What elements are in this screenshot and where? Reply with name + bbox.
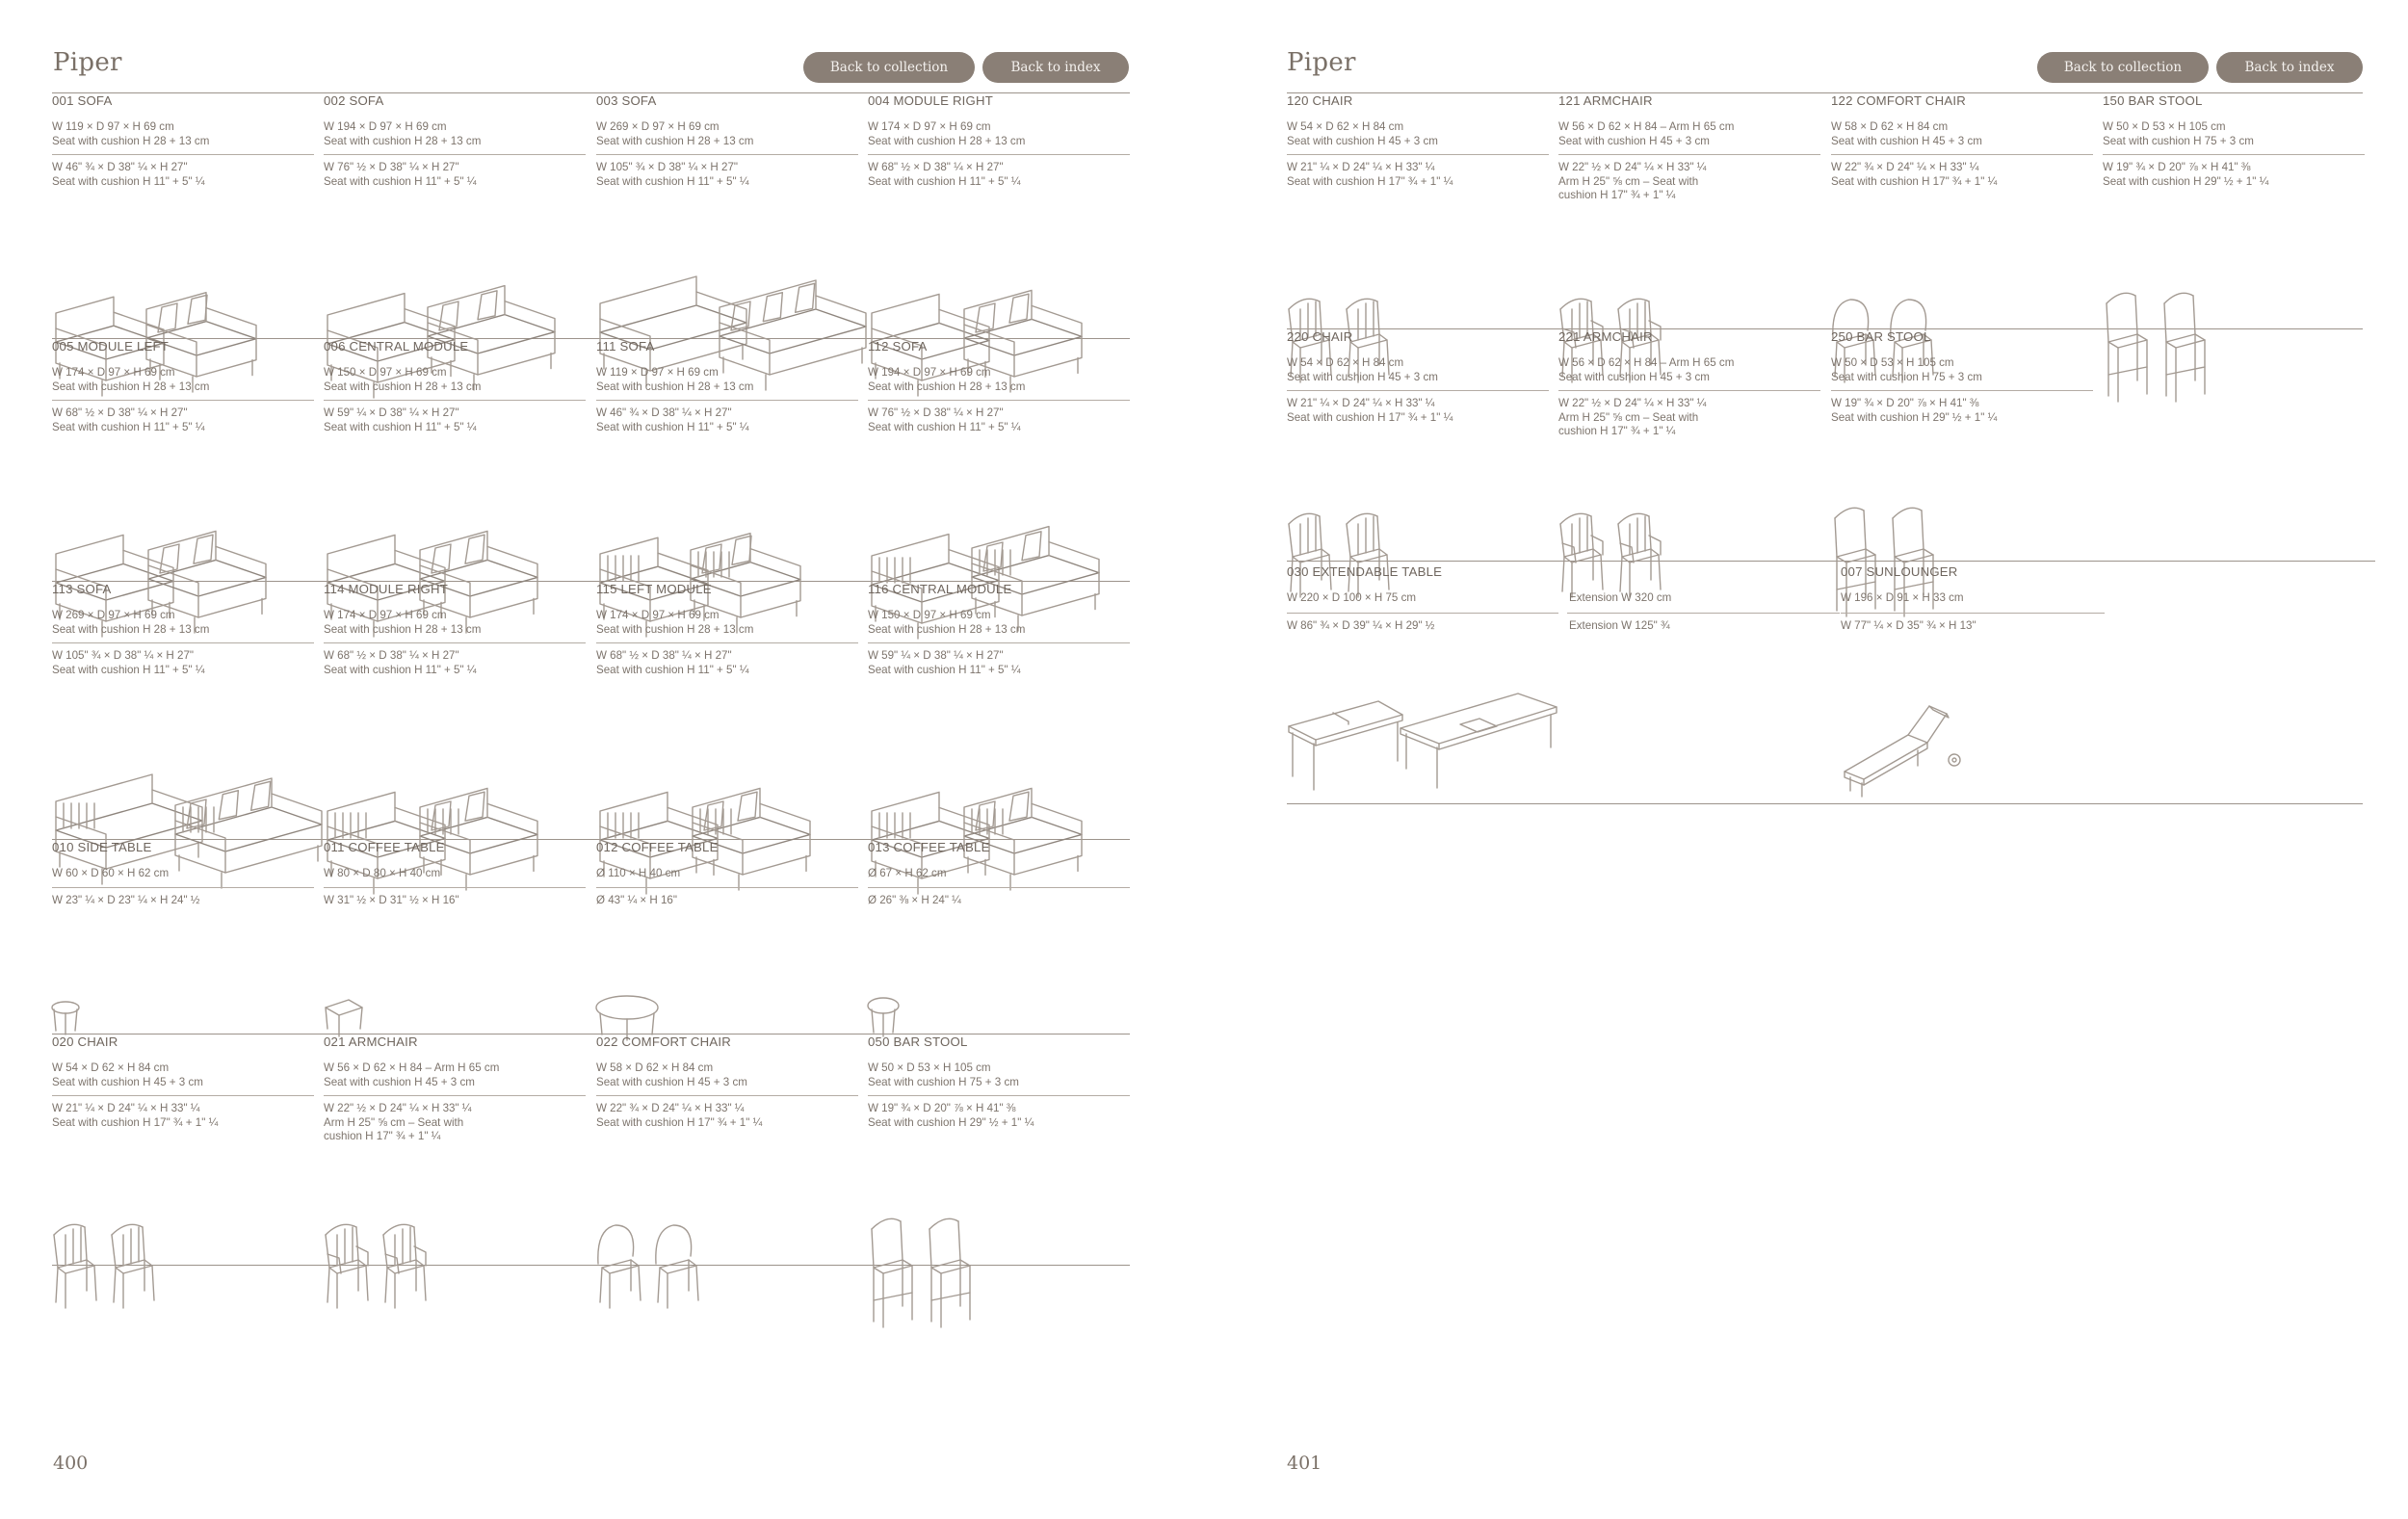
product-imperial: W 19" ¾ × D 20" ⅞ × H 41" ⅜ Seat with cushion H 29" ½ + 1" ¼ xyxy=(1831,397,1998,424)
product-005-module-left[interactable] xyxy=(52,339,322,580)
product-011-coffee-table[interactable] xyxy=(324,840,593,1033)
armchair-icon xyxy=(324,1191,574,1296)
product-imperial: W 21" ¼ × D 24" ¼ × H 33" ¼ Seat with cushion H 17" ¾ + 1" ¼ xyxy=(52,1102,219,1129)
comfort-chair-icon xyxy=(596,1191,847,1296)
product-012-coffee-table[interactable] xyxy=(596,840,866,1033)
product-name: 012 COFFEE TABLE xyxy=(596,840,719,854)
bar-stool-icon xyxy=(868,1191,1118,1296)
product-imperial: W 105" ¾ × D 38" ¼ × H 27" Seat with cushion H 11" + 5" ¼ xyxy=(52,649,205,676)
page-title: Piper xyxy=(1287,48,1356,77)
product-imperial: W 21" ¼ × D 24" ¼ × H 33" ¼ Seat with cushion H 17" ¾ + 1" ¼ xyxy=(1287,397,1453,424)
product-divider xyxy=(868,400,1130,401)
product-metric: W 56 × D 62 × H 84 – Arm H 65 cm Seat with cushion H 45 + 3 cm xyxy=(324,1061,500,1088)
back-to-collection-button[interactable]: Back to collection xyxy=(2037,52,2209,83)
product-divider xyxy=(868,154,1130,155)
product-003-sofa[interactable] xyxy=(596,93,866,337)
product-name: 111 SOFA xyxy=(596,339,655,354)
product-metric: W 50 × D 53 × H 105 cm Seat with cushion H 75 + 3 cm xyxy=(868,1061,1019,1088)
product-imperial: W 23" ¼ × D 23" ¼ × H 24" ½ xyxy=(52,893,200,906)
product-122-comfort-chair[interactable] xyxy=(1831,93,2101,327)
product-113-sofa[interactable] xyxy=(52,582,322,838)
product-name: 112 SOFA xyxy=(868,339,928,354)
product-metric: W 194 × D 97 × H 69 cm Seat with cushion H 28 + 13 cm xyxy=(324,120,482,147)
product-imperial: W 46" ¾ × D 38" ¼ × H 27" Seat with cushion H 11" + 5" ¼ xyxy=(596,406,749,433)
product-220-chair[interactable] xyxy=(1287,329,1557,560)
product-221-armchair[interactable] xyxy=(1558,329,1828,560)
product-divider xyxy=(52,154,314,155)
product-metric: W 150 × D 97 × H 69 cm Seat with cushion H 28 + 13 cm xyxy=(324,366,482,393)
product-metric: Ø 110 × H 40 cm xyxy=(596,867,681,879)
product-121-armchair[interactable] xyxy=(1558,93,1828,327)
product-divider xyxy=(324,887,586,888)
product-022-comfort-chair[interactable] xyxy=(596,1034,866,1264)
product-divider xyxy=(1841,613,2105,614)
product-imperial: W 21" ¼ × D 24" ¼ × H 33" ¼ Seat with cushion H 17" ¾ + 1" ¼ xyxy=(1287,161,1453,188)
product-metric: W 220 × D 100 × H 75 cm xyxy=(1287,591,1417,604)
product-divider xyxy=(1567,613,1840,614)
product-imperial: W 68" ½ × D 38" ¼ × H 27" Seat with cushion H 11" + 5" ¼ xyxy=(868,161,1021,188)
product-004-module-right[interactable] xyxy=(868,93,1138,337)
product-imperial: W 68" ½ × D 38" ¼ × H 27" Seat with cushion H 11" + 5" ¼ xyxy=(324,649,477,676)
page-number: 400 xyxy=(53,1453,89,1474)
product-name: 114 MODULE RIGHT xyxy=(324,582,448,596)
product-divider xyxy=(596,1095,858,1096)
extendable-table-icon xyxy=(1287,680,1576,805)
product-001-sofa[interactable] xyxy=(52,93,322,337)
product-divider xyxy=(1287,154,1549,155)
extension-metric: Extension W 320 cm xyxy=(1569,591,1672,604)
product-divider xyxy=(1558,390,1820,391)
product-metric: W 196 × D 91 × H 33 cm xyxy=(1841,591,1964,604)
product-divider xyxy=(52,1095,314,1096)
product-name: 005 MODULE LEFT xyxy=(52,339,169,354)
product-imperial: Ø 26" ⅜ × H 24" ¼ xyxy=(868,893,961,906)
product-name: 116 CENTRAL MODULE xyxy=(868,582,1012,596)
product-114-module-right[interactable] xyxy=(324,582,593,838)
product-divider xyxy=(324,154,586,155)
product-sunlounger[interactable] xyxy=(1841,564,2130,805)
right-page xyxy=(1204,0,2408,1519)
product-divider xyxy=(596,642,858,643)
product-name: 122 COMFORT CHAIR xyxy=(1831,93,1966,108)
product-imperial: W 68" ½ × D 38" ¼ × H 27" Seat with cushion H 11" + 5" ¼ xyxy=(52,406,205,433)
product-divider xyxy=(52,400,314,401)
product-name: 021 ARMCHAIR xyxy=(324,1034,418,1049)
product-name: 150 BAR STOOL xyxy=(2103,93,2203,108)
product-name: 013 COFFEE TABLE xyxy=(868,840,990,854)
product-metric: W 58 × D 62 × H 84 cm Seat with cushion H 45 + 3 cm xyxy=(1831,120,1982,147)
product-divider xyxy=(596,887,858,888)
sunlounger-icon xyxy=(1841,685,1976,800)
product-name: 010 SIDE TABLE xyxy=(52,840,152,854)
product-002-sofa[interactable] xyxy=(324,93,593,337)
product-divider xyxy=(1831,390,2093,391)
product-imperial: W 76" ½ × D 38" ¼ × H 27" Seat with cushion H 11" + 5" ¼ xyxy=(868,406,1021,433)
product-metric: W 56 × D 62 × H 84 – Arm H 65 cm Seat with cushion H 45 + 3 cm xyxy=(1558,356,1735,383)
product-name: 022 COMFORT CHAIR xyxy=(596,1034,731,1049)
product-metric: W 174 × D 97 × H 69 cm Seat with cushion H 28 + 13 cm xyxy=(596,609,754,636)
product-name: 007 SUNLOUNGER xyxy=(1841,564,1958,579)
product-metric: W 174 × D 97 × H 69 cm Seat with cushion H 28 + 13 cm xyxy=(868,120,1026,147)
product-imperial: W 22" ½ × D 24" ¼ × H 33" ¼ Arm H 25" ⅝ cm – Seat with cushion H 17" ¾ + 1" ¼ xyxy=(1558,397,1707,437)
product-divider xyxy=(1287,613,1558,614)
product-115-left-module[interactable] xyxy=(596,582,866,838)
product-imperial: W 19" ¾ × D 20" ⅞ × H 41" ⅜ Seat with cushion H 29" ½ + 1" ¼ xyxy=(2103,161,2269,188)
product-name: 121 ARMCHAIR xyxy=(1558,93,1653,108)
product-imperial: W 46" ¾ × D 38" ¼ × H 27" Seat with cushion H 11" + 5" ¼ xyxy=(52,161,205,188)
product-112-sofa[interactable] xyxy=(868,339,1138,580)
product-divider xyxy=(324,400,586,401)
back-to-index-button[interactable]: Back to index xyxy=(2216,52,2363,83)
chair-icon xyxy=(52,1191,302,1296)
extension-imperial: Extension W 125" ¾ xyxy=(1569,619,1670,632)
product-imperial: W 22" ½ × D 24" ¼ × H 33" ¼ Arm H 25" ⅝ cm – Seat with cushion H 17" ¾ + 1" ¼ xyxy=(1558,161,1707,201)
back-to-index-button[interactable]: Back to index xyxy=(982,52,1129,83)
product-116-central-module[interactable] xyxy=(868,582,1138,838)
product-name: 003 SOFA xyxy=(596,93,657,108)
product-divider xyxy=(1287,390,1549,391)
product-metric: W 54 × D 62 × H 84 cm Seat with cushion H 45 + 3 cm xyxy=(1287,356,1438,383)
product-divider xyxy=(52,887,314,888)
product-name: 004 MODULE RIGHT xyxy=(868,93,993,108)
product-name: 001 SOFA xyxy=(52,93,113,108)
product-metric: Ø 67 × H 62 cm xyxy=(868,867,947,879)
product-metric: W 119 × D 97 × H 69 cm Seat with cushion H 28 + 13 cm xyxy=(52,120,210,147)
product-metric: W 58 × D 62 × H 84 cm Seat with cushion H 45 + 3 cm xyxy=(596,1061,747,1088)
product-metric: W 269 × D 97 × H 69 cm Seat with cushion H 28 + 13 cm xyxy=(52,609,210,636)
product-divider xyxy=(324,1095,586,1096)
product-imperial: W 77" ¼ × D 35" ¾ × H 13" xyxy=(1841,619,1976,632)
product-name: 120 CHAIR xyxy=(1287,93,1353,108)
product-name: 221 ARMCHAIR xyxy=(1558,329,1653,344)
product-metric: W 50 × D 53 × H 105 cm Seat with cushion H 75 + 3 cm xyxy=(1831,356,1982,383)
product-imperial: W 105" ¾ × D 38" ¼ × H 27" Seat with cushion H 11" + 5" ¼ xyxy=(596,161,749,188)
product-111-sofa[interactable] xyxy=(596,339,866,580)
product-150-bar-stool[interactable] xyxy=(2103,93,2372,327)
product-divider xyxy=(868,887,1130,888)
product-divider xyxy=(868,1095,1130,1096)
product-020-chair[interactable] xyxy=(52,1034,322,1264)
product-name: 050 BAR STOOL xyxy=(868,1034,968,1049)
product-name: 030 EXTENDABLE TABLE xyxy=(1287,564,1443,579)
product-name: 020 CHAIR xyxy=(52,1034,118,1049)
product-imperial: W 22" ¾ × D 24" ¼ × H 33" ¼ Seat with cushion H 17" ¾ + 1" ¼ xyxy=(596,1102,763,1129)
product-120-chair[interactable] xyxy=(1287,93,1557,327)
product-divider xyxy=(2103,154,2365,155)
product-name: 113 SOFA xyxy=(52,582,112,596)
rope-bar-stool-icon xyxy=(2103,265,2353,371)
product-divider xyxy=(596,154,858,155)
product-imperial: W 76" ½ × D 38" ¼ × H 27" Seat with cushion H 11" + 5" ¼ xyxy=(324,161,477,188)
product-metric: W 119 × D 97 × H 69 cm Seat with cushion H 28 + 13 cm xyxy=(596,366,754,393)
product-divider xyxy=(1831,154,2093,155)
product-divider xyxy=(324,642,586,643)
product-metric: W 60 × D 60 × H 62 cm xyxy=(52,867,170,879)
product-divider xyxy=(1558,154,1820,155)
product-metric: W 80 × D 80 × H 40 cm xyxy=(324,867,441,879)
product-imperial: W 68" ½ × D 38" ¼ × H 27" Seat with cushion H 11" + 5" ¼ xyxy=(596,649,749,676)
product-metric: W 54 × D 62 × H 84 cm Seat with cushion H 45 + 3 cm xyxy=(1287,120,1438,147)
product-divider xyxy=(52,642,314,643)
page-title: Piper xyxy=(53,48,122,77)
product-divider xyxy=(868,642,1130,643)
product-050-bar-stool[interactable] xyxy=(868,1034,1138,1264)
product-010-side-table[interactable] xyxy=(52,840,322,1033)
product-imperial: W 31" ½ × D 31" ½ × H 16" xyxy=(324,893,459,906)
product-metric: W 56 × D 62 × H 84 – Arm H 65 cm Seat with cushion H 45 + 3 cm xyxy=(1558,120,1735,147)
product-013-coffee-table[interactable] xyxy=(868,840,1138,1033)
product-imperial: W 19" ¾ × D 20" ⅞ × H 41" ⅜ Seat with cushion H 29" ½ + 1" ¼ xyxy=(868,1102,1034,1129)
product-imperial: W 59" ¼ × D 38" ¼ × H 27" Seat with cushion H 11" + 5" ¼ xyxy=(324,406,477,433)
product-imperial: Ø 43" ¼ × H 16" xyxy=(596,893,677,906)
product-name: 115 LEFT MODULE xyxy=(596,582,712,596)
product-divider xyxy=(596,400,858,401)
product-metric: W 54 × D 62 × H 84 cm Seat with cushion H 45 + 3 cm xyxy=(52,1061,203,1088)
product-021-armchair[interactable] xyxy=(324,1034,593,1264)
product-imperial: W 22" ¾ × D 24" ¼ × H 33" ¼ Seat with cushion H 17" ¾ + 1" ¼ xyxy=(1831,161,1998,188)
product-metric: W 174 × D 97 × H 69 cm Seat with cushion H 28 + 13 cm xyxy=(324,609,482,636)
product-metric: W 269 × D 97 × H 69 cm Seat with cushion H 28 + 13 cm xyxy=(596,120,754,147)
product-imperial: W 86" ¾ × D 39" ¼ × H 29" ½ xyxy=(1287,619,1435,632)
product-metric: W 194 × D 97 × H 69 cm Seat with cushion H 28 + 13 cm xyxy=(868,366,1026,393)
product-imperial: W 22" ½ × D 24" ¼ × H 33" ¼ Arm H 25" ⅝ cm – Seat with cushion H 17" ¾ + 1" ¼ xyxy=(324,1102,472,1142)
product-name: 002 SOFA xyxy=(324,93,384,108)
product-name: 250 BAR STOOL xyxy=(1831,329,1931,344)
product-metric: W 50 × D 53 × H 105 cm Seat with cushion H 75 + 3 cm xyxy=(2103,120,2254,147)
product-extendable-table[interactable] xyxy=(1287,564,1845,805)
product-250-bar-stool[interactable] xyxy=(1831,329,2101,560)
product-006-central-module[interactable] xyxy=(324,339,593,580)
product-name: 011 COFFEE TABLE xyxy=(324,840,445,854)
back-to-collection-button[interactable]: Back to collection xyxy=(803,52,975,83)
page-number: 401 xyxy=(1287,1453,1322,1474)
product-name: 220 CHAIR xyxy=(1287,329,1353,344)
product-metric: W 174 × D 97 × H 69 cm Seat with cushion H 28 + 13 cm xyxy=(52,366,210,393)
product-imperial: W 59" ¼ × D 38" ¼ × H 27" Seat with cushion H 11" + 5" ¼ xyxy=(868,649,1021,676)
product-name: 006 CENTRAL MODULE xyxy=(324,339,469,354)
product-metric: W 150 × D 97 × H 69 cm Seat with cushion H 28 + 13 cm xyxy=(868,609,1026,636)
